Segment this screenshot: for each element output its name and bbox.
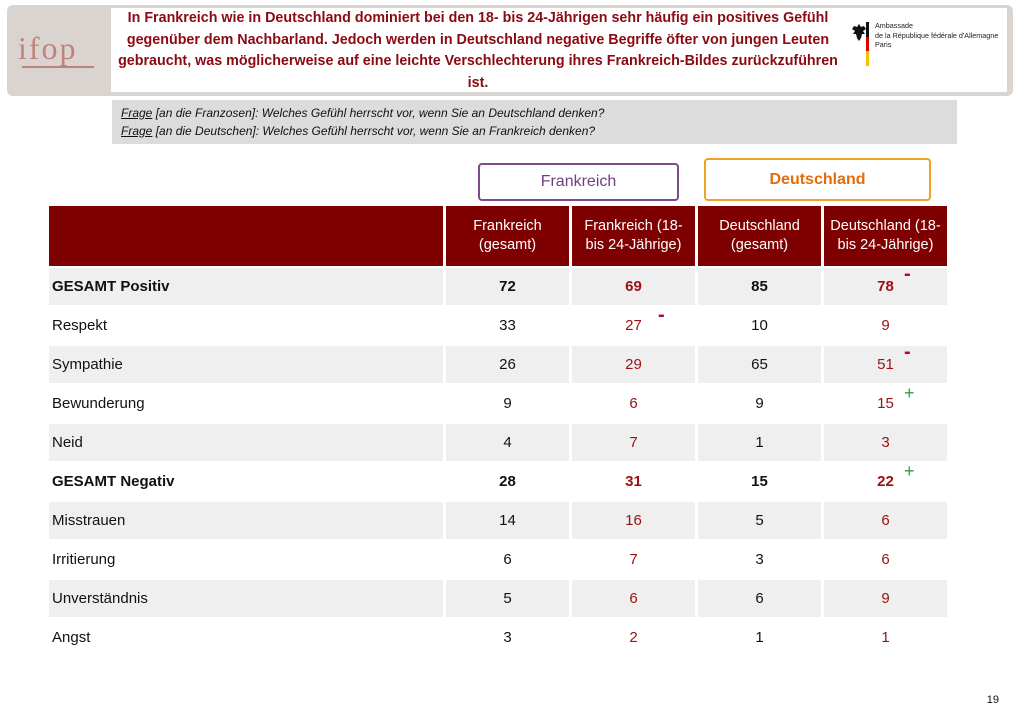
cell-value: 1 <box>755 629 764 646</box>
embassy-line-2: de la République fédérale d'Allemagne <box>875 30 999 40</box>
cell-value: 26 <box>499 356 516 373</box>
question-box <box>112 100 957 144</box>
cell-value: 6 <box>881 512 890 529</box>
cell-value: 6 <box>629 395 638 412</box>
group-label-deutschland: Deutschland <box>704 158 931 201</box>
cell-value: 78 <box>877 278 894 295</box>
table-cell <box>824 463 947 500</box>
cell-value: 9 <box>755 395 764 412</box>
cell-value: 15 <box>877 395 894 412</box>
table-row <box>49 502 947 539</box>
ifop-logo-text: ifop <box>18 30 78 66</box>
cell-value: 15 <box>751 473 768 490</box>
cell-value: 3 <box>755 551 764 568</box>
table-cell <box>572 304 695 344</box>
table-row <box>49 307 947 344</box>
table-row <box>49 541 947 578</box>
table-row <box>49 268 947 305</box>
cell-value: 9 <box>881 317 890 334</box>
embassy-line-1: Ambassade <box>875 21 913 30</box>
table-cell <box>698 580 821 617</box>
table-cell <box>824 502 947 539</box>
cell-value: 10 <box>751 317 768 334</box>
table-header-deutschland-gesamt: Deutschland (gesamt) <box>698 206 821 266</box>
table-cell <box>698 346 821 383</box>
table-cell <box>824 541 947 578</box>
cell-value: 6 <box>503 551 512 568</box>
row-label: Respekt <box>49 307 443 344</box>
results-table <box>46 204 950 658</box>
row-label: Bewunderung <box>49 385 443 422</box>
cell-value: 6 <box>629 590 638 607</box>
table-header-frankreich-jung: Frankreich (18- bis 24-Jährige) <box>572 206 695 266</box>
cell-value: 2 <box>629 629 638 646</box>
german-flag-icon <box>866 22 869 66</box>
table-header-deutschland-jung: Deutschland (18- bis 24-Jährige) <box>824 206 947 266</box>
table-row <box>49 385 947 422</box>
table-cell <box>824 580 947 617</box>
table-cell <box>446 580 569 617</box>
table-row <box>49 580 947 617</box>
embassy-line-3: Paris <box>875 40 892 50</box>
group-label-frankreich: Frankreich <box>478 163 679 201</box>
table-cell <box>572 463 695 500</box>
cell-value: 51 <box>877 356 894 373</box>
cell-value: 29 <box>625 356 642 373</box>
table-cell <box>572 619 695 656</box>
table-cell <box>698 424 821 461</box>
table-cell <box>446 463 569 500</box>
cell-value: 22 <box>877 473 894 490</box>
table-header-frankreich-gesamt: Frankreich (gesamt) <box>446 206 569 266</box>
table-cell <box>572 346 695 383</box>
increase-marker: + <box>904 461 915 481</box>
row-label: Unverständnis <box>49 580 443 617</box>
table-cell <box>698 541 821 578</box>
table-cell <box>446 541 569 578</box>
table-cell <box>824 424 947 461</box>
row-label: GESAMT Positiv <box>49 268 443 305</box>
table-cell <box>698 502 821 539</box>
question-line-1 <box>121 106 604 120</box>
decrease-marker: - <box>658 304 665 326</box>
table-cell <box>698 307 821 344</box>
table-cell <box>824 307 947 344</box>
cell-value: 69 <box>625 278 642 295</box>
row-label: GESAMT Negativ <box>49 463 443 500</box>
cell-value: 7 <box>629 551 638 568</box>
row-label: Angst <box>49 619 443 656</box>
table-header-row <box>49 206 947 266</box>
table-cell <box>446 385 569 422</box>
row-label: Misstrauen <box>49 502 443 539</box>
cell-value: 1 <box>755 434 764 451</box>
row-label: Neid <box>49 424 443 461</box>
table-header-label <box>49 206 443 266</box>
table-cell <box>572 385 695 422</box>
table-cell <box>572 541 695 578</box>
cell-value: 1 <box>881 629 890 646</box>
table-cell <box>446 346 569 383</box>
question-text-2: [an die Deutschen]: Welches Gefühl herrscht vor, wenn Sie an Frankreich denken? <box>152 124 596 138</box>
cell-value: 6 <box>755 590 764 607</box>
page-title: In Frankreich wie in Deutschland dominiert bei den 18- bis 24-Jährigen sehr häufig ein positives Gefühl gegenüber dem Nachbarland. Jedoch werden in Deutschland negative Begriffe öfter von jungen Leuten gebraucht, was möglicherweise auf eine leichte Verschlechterung ihres Frankreich-Bildes zurückzuführen ist. <box>118 10 838 91</box>
table-cell <box>824 619 947 656</box>
increase-marker: + <box>904 383 915 403</box>
cell-value: 28 <box>499 473 516 490</box>
table-cell <box>824 263 947 305</box>
table-row <box>49 346 947 383</box>
ifop-logo <box>18 30 98 70</box>
cell-value: 4 <box>503 434 512 451</box>
table-cell <box>446 502 569 539</box>
ifop-logo-bar <box>22 66 94 68</box>
table-cell <box>572 580 695 617</box>
table-cell <box>698 268 821 305</box>
cell-value: 85 <box>751 278 768 295</box>
cell-value: 14 <box>499 512 516 529</box>
table-row <box>49 424 947 461</box>
table-cell <box>698 619 821 656</box>
cell-value: 7 <box>629 434 638 451</box>
table-cell <box>572 268 695 305</box>
table-cell <box>824 385 947 422</box>
decrease-marker: - <box>904 263 911 285</box>
table-cell <box>446 307 569 344</box>
cell-value: 9 <box>881 590 890 607</box>
cell-value: 16 <box>625 512 642 529</box>
question-label-1: Frage <box>121 106 153 120</box>
cell-value: 6 <box>881 551 890 568</box>
page-number: 19 <box>986 694 999 706</box>
cell-value: 31 <box>625 473 642 490</box>
decrease-marker: - <box>904 341 911 363</box>
table-body <box>49 263 947 656</box>
table-cell <box>572 502 695 539</box>
table-cell <box>698 385 821 422</box>
table-cell <box>446 424 569 461</box>
row-label: Irritierung <box>49 541 443 578</box>
cell-value: 33 <box>499 317 516 334</box>
cell-value: 65 <box>751 356 768 373</box>
table-cell <box>698 463 821 500</box>
question-line-2 <box>121 124 595 138</box>
table-cell <box>572 424 695 461</box>
cell-value: 3 <box>503 629 512 646</box>
question-label-2: Frage <box>121 124 153 138</box>
cell-value: 5 <box>755 512 764 529</box>
cell-value: 3 <box>881 434 890 451</box>
cell-value: 5 <box>503 590 512 607</box>
table-cell <box>446 619 569 656</box>
cell-value: 27 <box>625 317 642 334</box>
table-cell <box>446 268 569 305</box>
table-row <box>49 619 947 656</box>
row-label: Sympathie <box>49 346 443 383</box>
table-row <box>49 463 947 500</box>
table-cell <box>824 341 947 383</box>
cell-value: 9 <box>503 395 512 412</box>
embassy-label <box>875 21 998 50</box>
question-text-1: [an die Franzosen]: Welches Gefühl herrscht vor, wenn Sie an Deutschland denken? <box>152 106 605 120</box>
cell-value: 72 <box>499 278 516 295</box>
